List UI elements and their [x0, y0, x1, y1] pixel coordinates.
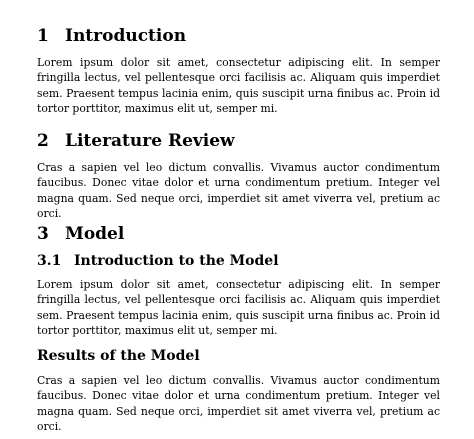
section-heading-introduction	[37, 26, 186, 46]
subsection-heading-introduction-to-model	[37, 252, 279, 270]
section-heading-model	[37, 224, 124, 244]
section-title: Literature Review	[65, 131, 235, 151]
section-title: Model	[65, 224, 125, 244]
subsection-heading-results-of-model	[37, 347, 200, 365]
section-number: 3	[37, 224, 49, 244]
section-heading-literature-review	[37, 131, 235, 151]
subsection-title: Introduction to the Model	[74, 253, 279, 269]
section-title: Introduction	[65, 26, 187, 46]
literature-review-paragraph: Cras a sapien vel leo dictum convallis. Vivamus auctor condimentum faucibus. Donec vitae dolor et urna condimentum pretium. Integer vel magna quam. Sed neque orci, imperdiet sit amet viverra vel, pretium ac orci.	[37, 161, 440, 220]
introduction-to-model-paragraph: Lorem ipsum dolor sit amet, consectetur adipiscing elit. In semper fringilla lectus, vel pellentesque orci facilisis ac. Aliquam quis imperdiet sem. Praesent tempus lacinia enim, quis suscipit urna finibus ac. Proin id tortor porttitor, maximus elit ut, semper mi.	[37, 278, 440, 337]
results-of-model-paragraph: Cras a sapien vel leo dictum convallis. Vivamus auctor condimentum faucibus. Donec vitae dolor et urna condimentum pretium. Integer vel magna quam. Sed neque orci, imperdiet sit amet viverra vel, pretium ac orci.	[37, 374, 440, 433]
section-number: 2	[37, 131, 49, 151]
subsection-title: Results of the Model	[37, 348, 200, 364]
section-number: 1	[37, 26, 49, 46]
introduction-paragraph: Lorem ipsum dolor sit amet, consectetur adipiscing elit. In semper fringilla lectus, vel pellentesque orci facilisis ac. Aliquam quis imperdiet sem. Praesent tempus lacinia enim, quis suscipit urna finibus ac. Proin id tortor porttitor, maximus elit ut, semper mi.	[37, 56, 440, 115]
subsection-number: 3.1	[37, 253, 62, 269]
